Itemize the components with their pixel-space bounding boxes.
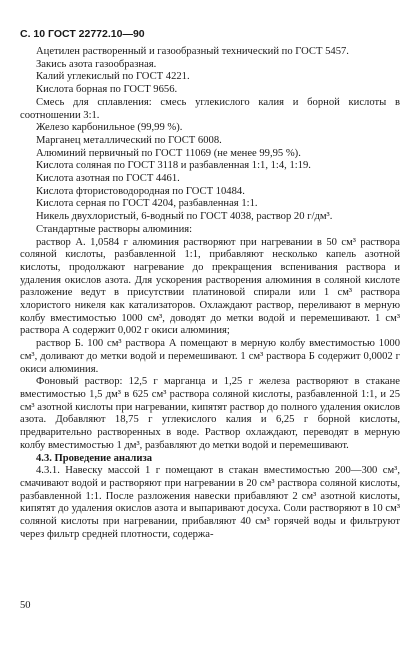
paragraph: Закись азота газообразная. [36,58,157,70]
paragraph: Смесь для сплавления: смесь углекислого калия и борной кислоты в соотношении 3:1. [20,96,400,121]
page-number: 50 [20,600,31,611]
paragraph: Никель двухлористый, 6-водный по ГОСТ 4038, раствор 20 г/дм³. [36,211,333,223]
paragraph: Ацетилен растворенный и газообразный технический по ГОСТ 5457. [36,46,349,57]
paragraph: Кислота фтористоводородная по ГОСТ 10484. [36,185,245,197]
page-header: С. 10 ГОСТ 22772.10—90 [20,28,145,40]
paragraph: раствор А. 1,0584 г алюминия растворяют при нагревании в 50 см³ раствора соляной кислоты, разбавленной 1:1, прибавляют несколько капель азотной кислоты, продолжают нагревание до прекращения вспенивания раствора и удаления окислов азота. Для ускорения растворения алюминия в соляной кислоте разложение ведут в присутствии платиновой спирали или 1 см³ раствора хлористого никеля как катализаторов. Охлаждают раствор, переливают в мерную колбу вместимостью 1000 см³, доводят до метки водой и перемешивают. 1 см³ раствора А содержит 0,002 г окиси алюминия; [20,236,400,337]
paragraph: Кислота азотная по ГОСТ 4461. [36,173,180,185]
paragraph: Калий углекислый по ГОСТ 4221. [36,71,190,83]
paragraph: Фоновый раствор: 12,5 г марганца и 1,25 г железа растворяют в стакане вместимостью 1,5 дм³ в 625 см³ раствора соляной кислоты, разбавленной 1:1, и 25 см³ азотной кислоты при нагревании, кипятят раствор до полного удаления окислов азота. Добавляют 18,75 г углекислого калия и 6,25 г борной кислоты, предварительно растворенных в воде. Раствор охлаждают, переводят в мерную колбу вместимостью 1 дм³, разбавляют до метки водой и перемешивают. [20,376,400,451]
paragraph: 4.3.1. Навеску массой 1 г помещают в стакан вместимостью 200—300 см³, смачивают водой и растворяют при нагревании в 20 см³ раствора соляной кислоты, разбавленной 1:1. После разложения навески прибавляют 2 см³ азотной кислоты, кипятят до удаления окислов азота и выпаривают досуха. Соли растворяют в 10 см³ соляной кислоты при нагревании, прибавляют 40 см³ горячей воды и фильтруют через фильтр средней плотности, содержа- [20,465,400,540]
paragraph: Железо карбонильное (99,99 %). [36,122,183,134]
paragraph: Кислота борная по ГОСТ 9656. [36,84,178,96]
section-heading: 4.3. Проведение анализа [36,452,152,464]
paragraph: Кислота серная по ГОСТ 4204, разбавленная 1:1. [36,198,258,210]
paragraph: Кислота соляная по ГОСТ 3118 и разбавленная 1:1, 1:4, 1:19. [36,160,311,172]
paragraph: раствор Б. 100 см³ раствора А помещают в мерную колбу вместимостью 1000 см³, доливают до метки водой и перемешивают. 1 см³ раствора Б содержит 0,0002 г окиси алюминия. [20,338,400,375]
document-body [20,46,400,541]
paragraph: Марганец металлический по ГОСТ 6008. [36,134,222,146]
paragraph: Стандартные растворы алюминия: [36,223,193,235]
paragraph: Алюминий первичный по ГОСТ 11069 (не менее 99,95 %). [36,147,301,159]
